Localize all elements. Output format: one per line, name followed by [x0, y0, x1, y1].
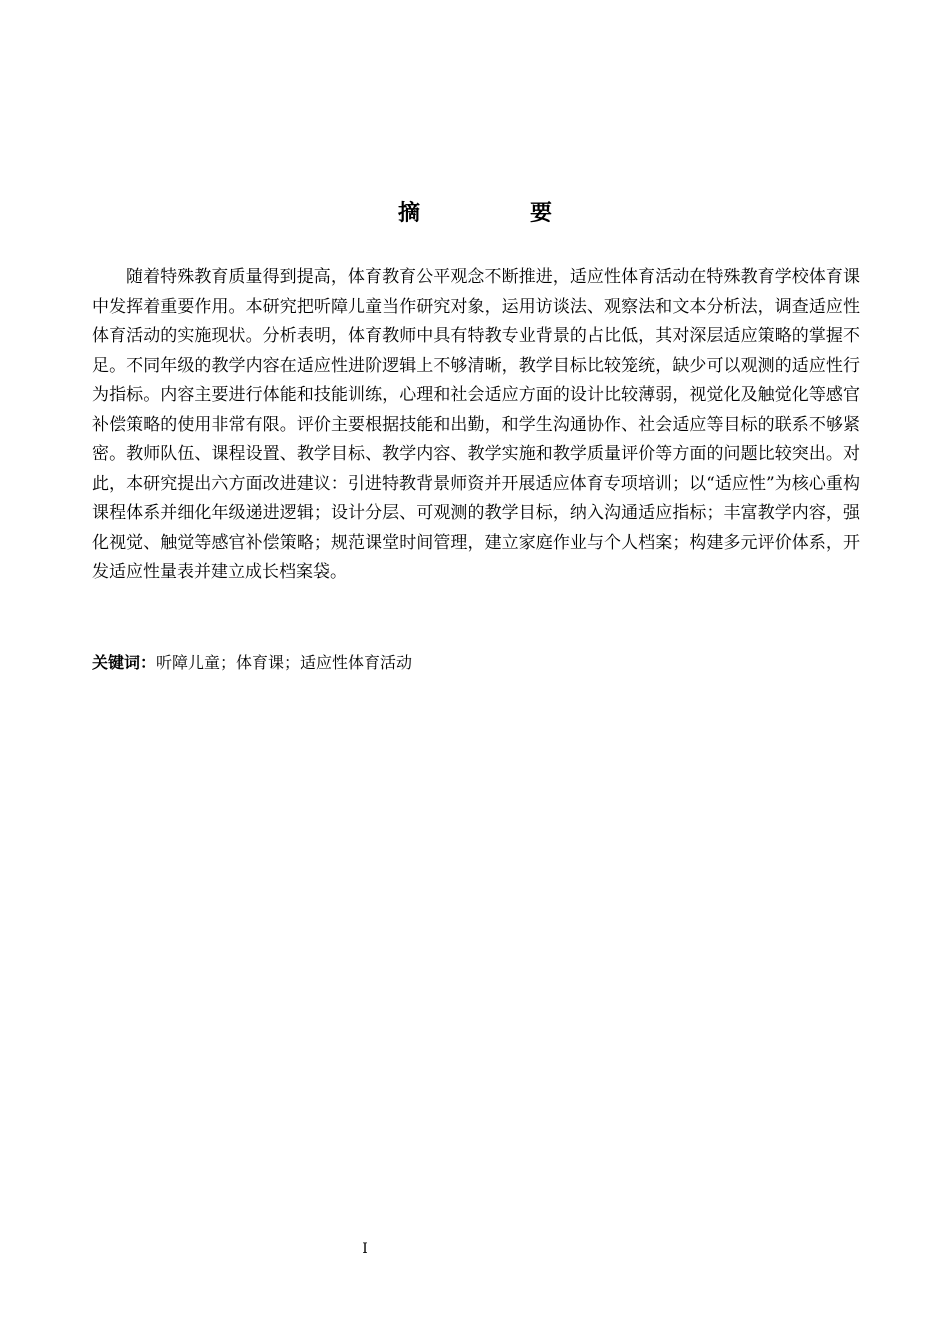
- keywords-line: [92, 650, 860, 676]
- keywords-text: 听障儿童；体育课；适应性体育活动: [156, 653, 413, 672]
- keywords-label: 关键词：: [92, 653, 157, 672]
- abstract-paragraph: 随着特殊教育质量得到提高，体育教育公平观念不断推进，适应性体育活动在特殊教育学校体育课中发挥着重要作用。本研究把听障儿童当作研究对象，运用访谈法、观察法和文本分析法，调查适应性体育活动的实施现状。分析表明，体育教师中具有特教专业背景的占比低，其对深层适应策略的掌握不足。不同年级的教学内容在适应性进阶逻辑上不够清晰，教学目标比较笼统，缺少可以观测的适应性行为指标。内容主要进行体能和技能训练，心理和社会适应方面的设计比较薄弱，视觉化及触觉化等感官补偿策略的使用非常有限。评价主要根据技能和出勤，和学生沟通协作、社会适应等目标的联系不够紧密。教师队伍、课程设置、教学目标、教学内容、教学实施和教学质量评价等方面的问题比较突出。对此，本研究提出六方面改进建议：引进特教背景师资并开展适应体育专项培训；以“适应性”为核心重构课程体系并细化年级递进逻辑；设计分层、可观测的教学目标，纳入沟通适应指标；丰富教学内容，强化视觉、触觉等感官补偿策略；规范课堂时间管理，建立家庭作业与个人档案；构建多元评价体系，开发适应性量表并建立成长档案袋。: [92, 267, 860, 582]
- page-number: I: [362, 1241, 368, 1257]
- page-title: 摘 要: [397, 201, 596, 226]
